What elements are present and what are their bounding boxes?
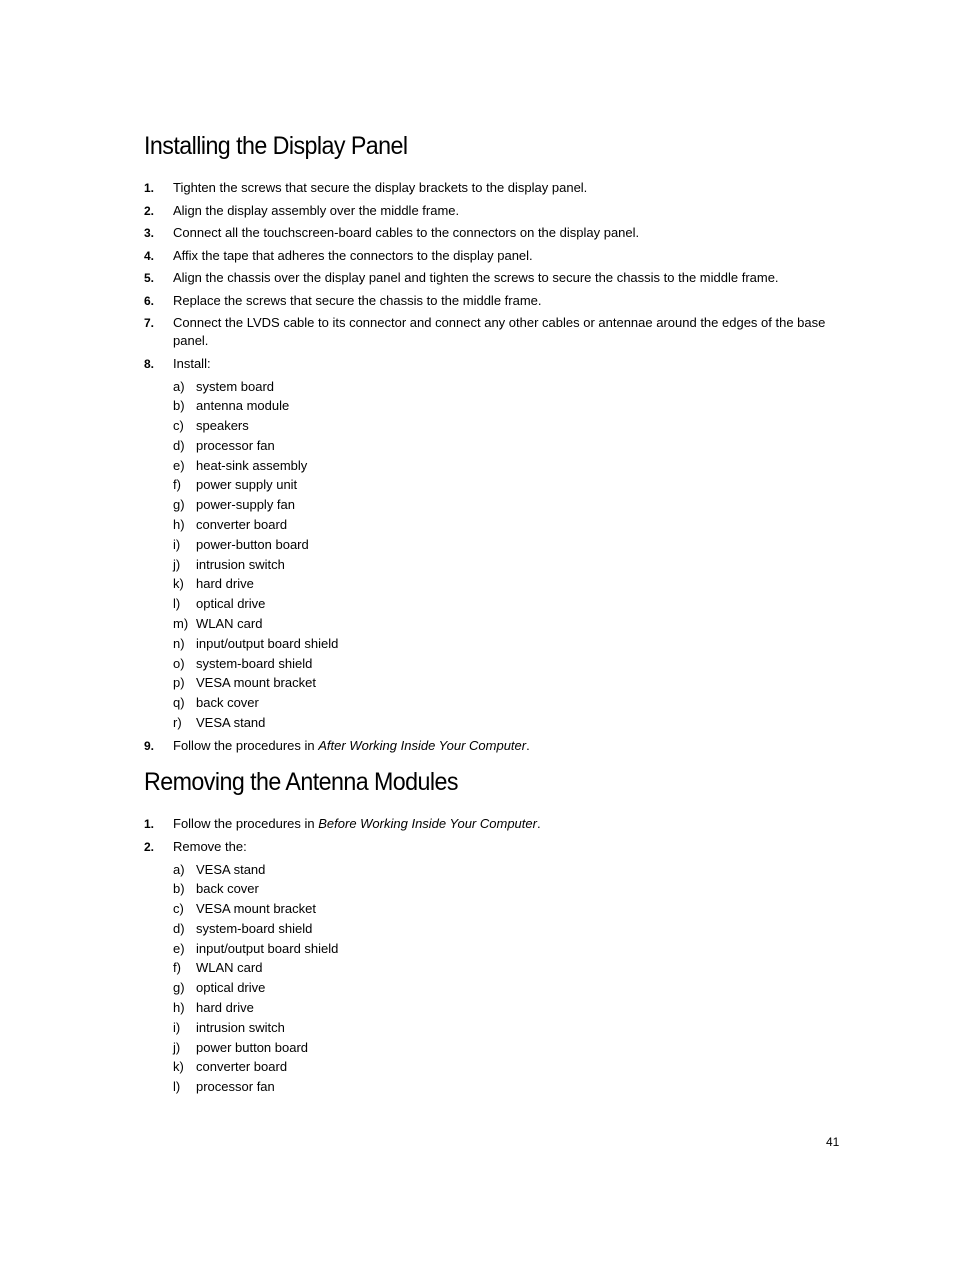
- installing-steps-list: [144, 179, 844, 760]
- step-number: 2.: [144, 839, 155, 854]
- step-number: 7.: [144, 316, 155, 330]
- step-number: 6.: [144, 293, 155, 308]
- step-item: [144, 815, 844, 833]
- sub-item-text: system board: [196, 378, 275, 394]
- sub-list: [173, 377, 844, 733]
- step-text: Remove the:: [173, 838, 247, 854]
- sub-list-item: [173, 654, 844, 674]
- step-text: Follow the procedures in: [173, 738, 319, 754]
- sub-list-item: [173, 377, 844, 397]
- sub-list-item: [173, 673, 844, 693]
- sub-item-letter: p): [173, 675, 185, 691]
- sub-item-text: hard drive: [196, 1000, 254, 1016]
- section-title-removing-antenna-modules: Removing the Antenna Modules: [144, 768, 458, 796]
- sub-item-text: VESA mount bracket: [196, 901, 316, 917]
- sub-item-text: converter board: [196, 517, 288, 533]
- sub-item-letter: h): [173, 517, 185, 533]
- sub-list-item: [173, 978, 844, 998]
- sub-list-item: [173, 879, 844, 899]
- sub-list-item: [173, 614, 844, 634]
- step-item: [144, 355, 844, 733]
- sub-item-letter: b): [173, 398, 185, 414]
- sub-item-text: VESA mount bracket: [196, 675, 316, 691]
- sub-list-item: [173, 1077, 844, 1097]
- sub-item-letter: d): [173, 920, 185, 936]
- step-text: Affix the tape that adheres the connectors to the display panel.: [173, 247, 533, 263]
- sub-item-text: input/output board shield: [196, 940, 339, 956]
- step-number: 3.: [144, 226, 155, 240]
- step-number: 1.: [144, 817, 155, 831]
- step-item: [144, 269, 844, 287]
- sub-item-text: optical drive: [196, 596, 266, 612]
- sub-list-item: [173, 899, 844, 919]
- sub-list-item: [173, 1057, 844, 1077]
- step-text: Align the chassis over the display panel and tighten the screws to secure the chassis to the middle frame.: [173, 270, 779, 285]
- sub-list-item: [173, 594, 844, 614]
- step-number: 1.: [144, 181, 155, 195]
- sub-list-item: [173, 919, 844, 939]
- step-item: [144, 224, 844, 242]
- sub-item-text: hard drive: [196, 576, 254, 592]
- sub-item-letter: a): [173, 378, 185, 394]
- sub-item-letter: l): [173, 1079, 181, 1095]
- sub-item-letter: i): [173, 1019, 181, 1035]
- sub-list-item: [173, 495, 844, 515]
- sub-list-item: [173, 535, 844, 555]
- step-text-suffix: .: [526, 738, 530, 754]
- sub-item-text: power-button board: [196, 536, 309, 552]
- step-item: [144, 179, 844, 197]
- sub-list-item: [173, 475, 844, 495]
- step-item: [144, 247, 844, 265]
- sub-list-item: [173, 860, 844, 880]
- sub-item-letter: f): [173, 477, 181, 493]
- removing-steps-list: [144, 815, 844, 1102]
- sub-item-letter: a): [173, 861, 185, 877]
- sub-item-text: input/output board shield: [196, 635, 339, 651]
- sub-item-letter: c): [173, 418, 184, 434]
- sub-item-text: back cover: [196, 695, 259, 711]
- step-number: 4.: [144, 248, 155, 263]
- sub-list-item: [173, 555, 844, 575]
- step-text: Install:: [173, 355, 211, 371]
- sub-item-letter: g): [173, 497, 185, 513]
- sub-list-item: [173, 515, 844, 535]
- sub-item-text: WLAN card: [196, 616, 263, 632]
- sub-item-letter: l): [173, 596, 181, 612]
- step-item: [144, 737, 844, 755]
- step-item: [144, 292, 844, 310]
- sub-item-text: processor fan: [196, 1079, 275, 1095]
- step-text: Align the display assembly over the middle frame.: [173, 202, 460, 218]
- sub-list-item: [173, 693, 844, 713]
- sub-item-letter: e): [173, 940, 185, 956]
- section-title-installing-display-panel: Installing the Display Panel: [144, 132, 408, 160]
- sub-item-letter: j): [173, 1039, 181, 1055]
- sub-item-text: optical drive: [196, 980, 266, 996]
- sub-item-letter: e): [173, 457, 185, 473]
- step-text: Tighten the screws that secure the display brackets to the display panel.: [173, 180, 588, 195]
- sub-item-text: VESA stand: [196, 715, 266, 731]
- sub-list-item: [173, 713, 844, 733]
- sub-item-letter: k): [173, 1059, 184, 1075]
- sub-list-item: [173, 1038, 844, 1058]
- step-reference: Before Working Inside Your Computer: [318, 816, 537, 831]
- sub-item-text: heat-sink assembly: [196, 457, 308, 473]
- step-text: Replace the screws that secure the chassis to the middle frame.: [173, 292, 542, 308]
- step-number: 2.: [144, 203, 155, 218]
- sub-item-text: speakers: [196, 418, 249, 434]
- sub-list-item: [173, 1018, 844, 1038]
- step-text: Follow the procedures in: [173, 816, 319, 831]
- sub-item-text: antenna module: [196, 398, 290, 414]
- step-text: Connect the LVDS cable to its connector and connect any other cables or antennae around the edges of the base panel.: [173, 315, 826, 348]
- sub-item-letter: q): [173, 695, 185, 711]
- sub-list-item: [173, 574, 844, 594]
- sub-item-text: power button board: [196, 1039, 309, 1055]
- sub-item-letter: o): [173, 655, 185, 671]
- sub-item-letter: c): [173, 901, 184, 917]
- sub-item-text: WLAN card: [196, 960, 263, 976]
- page-number: 41: [826, 1135, 840, 1149]
- sub-list-item: [173, 634, 844, 654]
- step-number: 8.: [144, 356, 155, 371]
- sub-item-letter: i): [173, 536, 181, 552]
- sub-list: [173, 860, 844, 1098]
- sub-item-letter: d): [173, 437, 185, 453]
- sub-item-text: intrusion switch: [196, 556, 285, 572]
- step-reference: After Working Inside Your Computer: [318, 738, 527, 754]
- step-item: [144, 202, 844, 220]
- step-item: [144, 314, 844, 350]
- sub-item-text: system-board shield: [196, 920, 313, 936]
- sub-item-letter: b): [173, 881, 185, 897]
- sub-item-letter: k): [173, 576, 184, 592]
- sub-list-item: [173, 939, 844, 959]
- sub-item-text: system-board shield: [196, 655, 313, 671]
- sub-item-text: converter board: [196, 1059, 288, 1075]
- sub-item-letter: n): [173, 635, 185, 651]
- sub-item-letter: j): [173, 556, 181, 572]
- sub-item-text: power supply unit: [196, 477, 298, 493]
- sub-list-item: [173, 958, 844, 978]
- sub-list-item: [173, 396, 844, 416]
- sub-list-item: [173, 436, 844, 456]
- sub-item-text: power-supply fan: [196, 497, 295, 513]
- step-number: 9.: [144, 739, 155, 754]
- sub-item-text: intrusion switch: [196, 1019, 285, 1035]
- sub-list-item: [173, 416, 844, 436]
- step-text-suffix: .: [536, 816, 541, 831]
- step-text: Connect all the touchscreen-board cables to the connectors on the display panel.: [173, 225, 640, 240]
- step-item: [144, 838, 844, 1098]
- sub-list-item: [173, 998, 844, 1018]
- sub-list-item: [173, 456, 844, 476]
- sub-item-letter: g): [173, 980, 185, 996]
- sub-item-text: processor fan: [196, 437, 275, 453]
- sub-item-letter: r): [173, 715, 182, 731]
- sub-item-text: VESA stand: [196, 861, 266, 877]
- sub-item-text: back cover: [196, 881, 259, 897]
- step-number: 5.: [144, 271, 155, 285]
- sub-item-letter: m): [173, 616, 189, 632]
- sub-item-letter: h): [173, 1000, 185, 1016]
- sub-item-letter: f): [173, 960, 181, 976]
